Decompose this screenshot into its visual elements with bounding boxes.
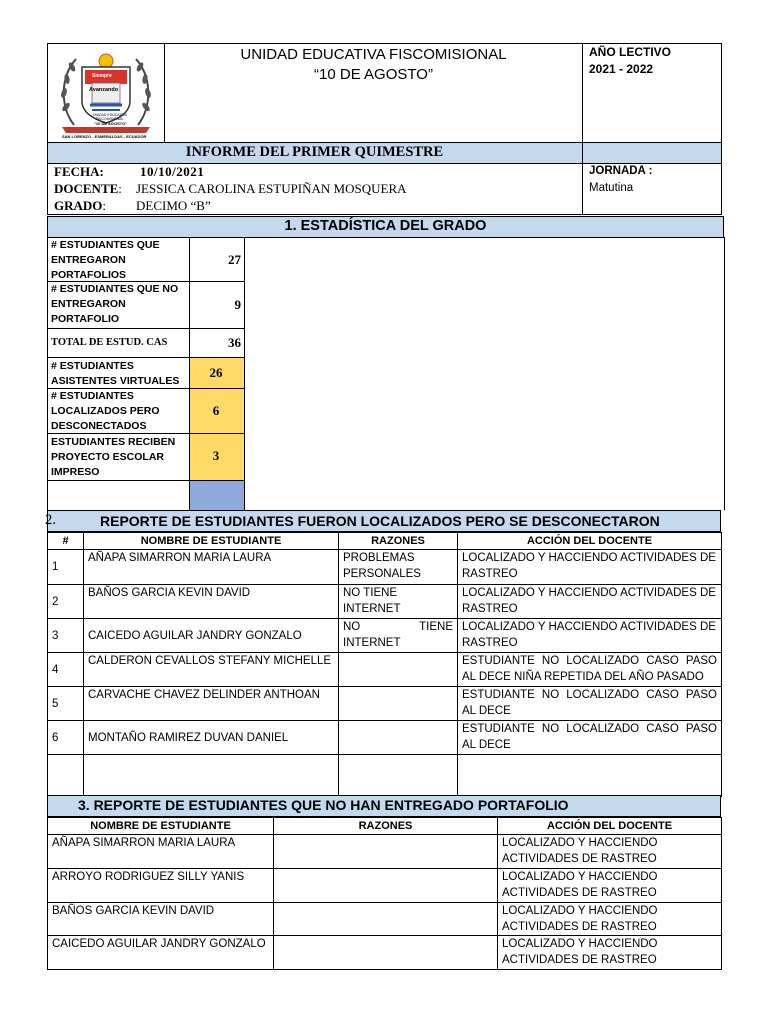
col-header-reasons: RAZONES [339, 533, 458, 550]
row-number: 2 [48, 585, 84, 619]
stat-value: 6 [212, 403, 220, 418]
teacher-action: LOCALIZADO Y HACCIENDO ACTIVIDADES DE RASTREO [498, 903, 722, 936]
logo-subtitle-3: "10 DE AGOSTO" [94, 121, 128, 126]
section1-title: 1. ESTADÍSTICA DEL GRADO [284, 218, 487, 234]
empty-cell [458, 755, 722, 797]
table-row [48, 687, 722, 721]
col-header-action: ACCIÓN DEL DOCENTE [498, 818, 722, 835]
reason [274, 869, 498, 903]
grado-label-text: GRADO [54, 198, 103, 213]
col-header-name: NOMBRE DE ESTUDIANTE [84, 533, 339, 550]
teacher-action: LOCALIZADO Y HACCIENDO ACTIVIDADES DE RASTREO [498, 936, 722, 970]
section1-right-area [244, 237, 725, 510]
year-value: 2021 - 2022 [589, 62, 654, 76]
logo-footer: SAN LORENZO - ESMERALDAS - ECUADOR [62, 134, 147, 139]
table-row-empty [48, 755, 722, 797]
reason: PROBLEMAS PERSONALES [339, 550, 458, 585]
student-name: CARVACHE CHAVEZ DELINDER ANTHOAN [84, 687, 339, 721]
col-header-reasons: RAZONES [274, 818, 498, 835]
col-header-name: NOMBRE DE ESTUDIANTE [48, 818, 274, 835]
logo-motto-top: Siempre [92, 73, 112, 79]
reason [274, 903, 498, 936]
table-row [48, 550, 722, 585]
stat-label: # ESTUDIANTES LOCALIZADOS PERO DESCONECTADOS [51, 390, 160, 432]
reason [274, 936, 498, 970]
stat-value: 9 [234, 297, 241, 312]
docente-value: JESSICA CAROLINA ESTUPIÑAN MOSQUERA [136, 181, 407, 196]
table-row [48, 835, 722, 869]
jornada-label: JORNADA : [589, 165, 653, 177]
table-row [48, 619, 722, 653]
table-row [48, 936, 722, 970]
reason [339, 687, 458, 721]
info-divider [582, 163, 583, 215]
student-name: CALDERON CEVALLOS STEFANY MICHELLE [84, 653, 339, 687]
stat-label: ESTUDIANTES RECIBEN PROYECTO ESCOLAR IMPRESO [51, 436, 176, 478]
table-row [48, 721, 722, 755]
table-row [48, 585, 722, 619]
teacher-action: ESTUDIANTE NO LOCALIZADO CASO PASO AL DECE NIÑA REPETIDA DEL AÑO PASADO [458, 653, 722, 687]
reason: NO TIENE INTERNET [339, 619, 458, 653]
section2-table [47, 532, 722, 797]
stat-label: # ESTUDIANTES QUE ENTREGARON PORTAFOLIOS [51, 239, 160, 281]
grado-value: DECIMO “B” [136, 198, 211, 213]
row-number: 6 [48, 721, 84, 755]
student-name: AÑAPA SIMARRON MARIA LAURA [84, 550, 339, 585]
row-number: 3 [48, 619, 84, 653]
student-name: CAICEDO AGUILAR JANDRY GONZALO [48, 936, 274, 970]
table-row [48, 653, 722, 687]
student-name: MONTAÑO RAMIREZ DUVAN DANIEL [84, 721, 339, 755]
school-name-line2: “10 DE AGOSTO” [314, 66, 433, 83]
row-number: 4 [48, 653, 84, 687]
logo-motto-mid: Avanzando [89, 87, 119, 93]
student-name: BAÑOS GARCIA KEVIN DAVID [48, 903, 274, 936]
student-name: ARROYO RODRIGUEZ SILLY YANIS [48, 869, 274, 903]
logo-subtitle-2: FISCOMISIONAL [96, 117, 124, 121]
stat-value: 26 [209, 365, 223, 380]
teacher-action: ESTUDIANTE NO LOCALIZADO CASO PASO AL DECE [458, 687, 722, 721]
table-row [48, 903, 722, 936]
col-header-number: # [48, 533, 84, 550]
reason: NO TIENE INTERNET [339, 585, 458, 619]
section2-header-row [48, 533, 722, 550]
col-header-action: ACCIÓN DEL DOCENTE [458, 533, 722, 550]
reason [339, 721, 458, 755]
teacher-action: LOCALIZADO Y HACCIENDO ACTIVIDADES DE RASTREO [458, 619, 722, 653]
student-name: BAÑOS GARCIA KEVIN DAVID [84, 585, 339, 619]
teacher-action: LOCALIZADO Y HACCIENDO ACTIVIDADES DE RASTREO [498, 869, 722, 903]
year-label: AÑO LECTIVO [589, 45, 672, 59]
reason [274, 835, 498, 869]
stat-label: # ESTUDIANTES ASISTENTES VIRTUALES [51, 360, 180, 387]
empty-cell [48, 755, 84, 797]
grado-label: GRADO: [54, 198, 107, 213]
docente-label: DOCENTE: [54, 181, 122, 196]
table-row [48, 869, 722, 903]
logo-subtitle-1: UNIDAD EDUCATIVA [93, 113, 127, 117]
title-divider [582, 142, 583, 164]
section3-table [47, 817, 722, 970]
student-name: CAICEDO AGUILAR JANDRY GONZALO [84, 619, 339, 653]
fecha-label: FECHA: [54, 164, 104, 179]
section3-header-row [48, 818, 722, 835]
stat-empty-label-cell [47, 480, 190, 511]
jornada-value: Matutina [589, 182, 634, 194]
school-logo [52, 47, 160, 139]
student-name: AÑAPA SIMARRON MARIA LAURA [48, 835, 274, 869]
reason [339, 653, 458, 687]
teacher-action: ESTUDIANTE NO LOCALIZADO CASO PASO AL DECE [458, 721, 722, 755]
report-title: INFORME DEL PRIMER QUIMESTRE [185, 144, 444, 160]
year-cell-divider [582, 43, 583, 143]
docente-label-text: DOCENTE [54, 181, 119, 196]
school-name-line1: UNIDAD EDUCATIVA FISCOMISIONAL [240, 46, 507, 63]
fecha-value: 10/10/2021 [140, 164, 205, 179]
teacher-action: LOCALIZADO Y HACCIENDO ACTIVIDADES DE RASTREO [458, 550, 722, 585]
stat-value: 27 [228, 252, 241, 267]
teacher-action: LOCALIZADO Y HACCIENDO ACTIVIDADES DE RASTREO [458, 585, 722, 619]
row-number: 5 [48, 687, 84, 721]
section2-number: 2. [45, 512, 56, 528]
stat-label: TOTAL DE ESTUD. CAS [51, 337, 168, 348]
stat-value: 3 [212, 448, 220, 463]
section3-title: 3. REPORTE DE ESTUDIANTES QUE NO HAN ENTREGADO PORTAFOLIO [78, 797, 569, 813]
section2-title: REPORTE DE ESTUDIANTES FUERON LOCALIZADOS PERO SE DESCONECTARON [100, 513, 660, 529]
stat-value: 36 [228, 335, 241, 350]
empty-cell [339, 755, 458, 797]
row-number: 1 [48, 550, 84, 585]
teacher-action: LOCALIZADO Y HACCIENDO ACTIVIDADES DE RASTREO [498, 835, 722, 869]
stat-label: # ESTUDIANTES QUE NO ENTREGARON PORTAFOLIO [51, 283, 179, 325]
empty-cell [84, 755, 339, 797]
stat-empty-value-cell [189, 480, 245, 511]
